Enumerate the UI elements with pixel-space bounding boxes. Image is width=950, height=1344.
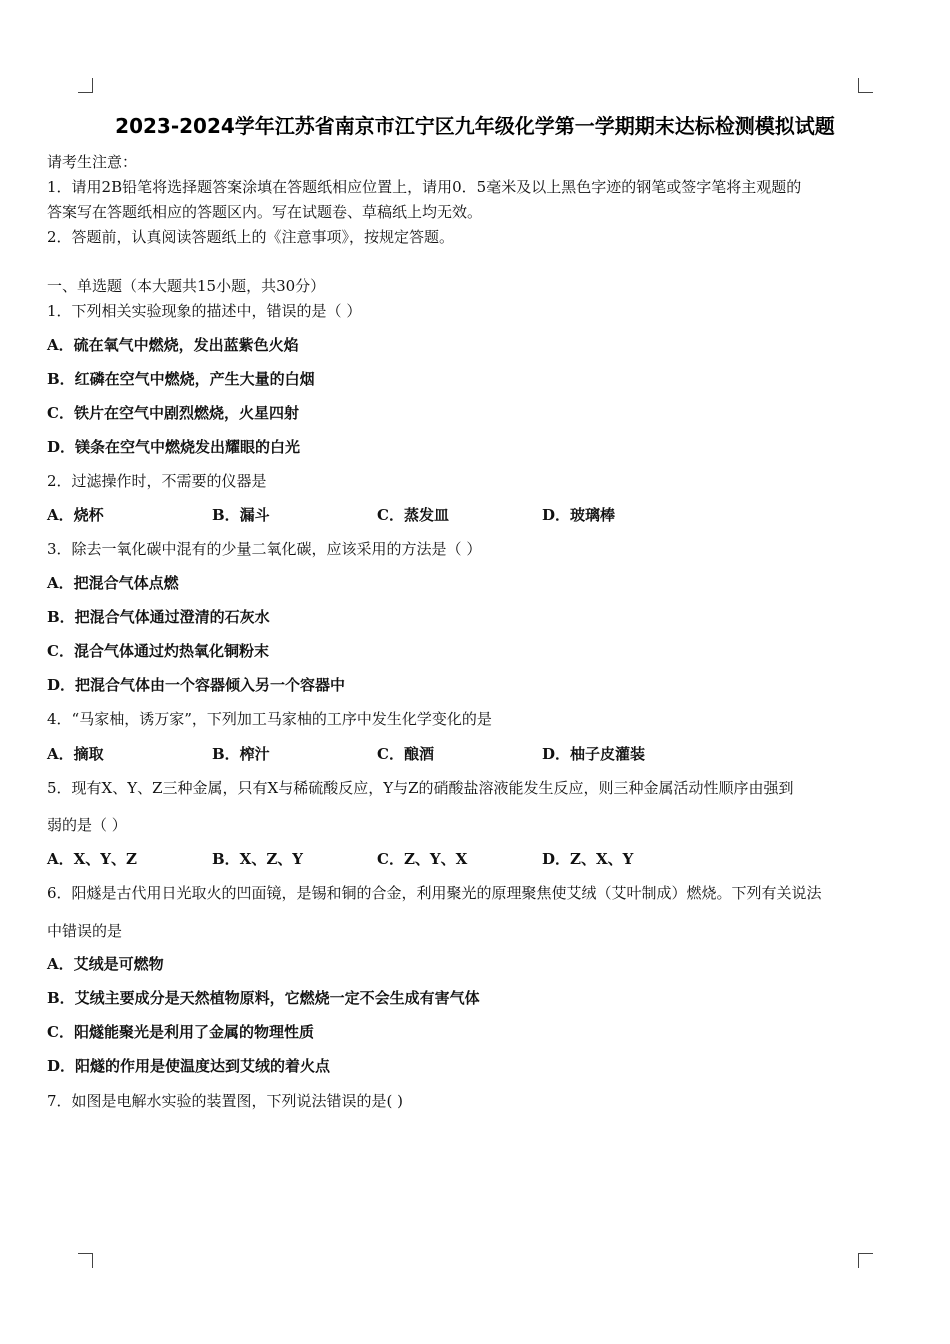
q4-option-b: B．榨汁	[212, 745, 270, 763]
section-heading: 一、单选题（本大题共15小题，共30分）	[47, 277, 326, 295]
q2-option-a: A．烧杯	[47, 506, 104, 524]
crop-mark-top-right	[858, 78, 873, 93]
notice-item-1b: 答案写在答题纸相应的答题区内。写在试题卷、草稿纸上均无效。	[47, 203, 483, 221]
q3-option-d: D．把混合气体由一个容器倾入另一个容器中	[47, 676, 346, 694]
q1-option-b: B．红磷在空气中燃烧，产生大量的白烟	[47, 370, 315, 388]
q1-option-a: A．硫在氧气中燃烧，发出蓝紫色火焰	[47, 336, 299, 354]
q5-option-a: A．X、Y、Z	[47, 850, 137, 868]
q4-option-d: D．柚子皮灌装	[542, 745, 646, 763]
q6-option-a: A．艾绒是可燃物	[47, 955, 164, 973]
page-title: 2023-2024学年江苏省南京市江宁区九年级化学第一学期期末达标检测模拟试题	[115, 114, 835, 138]
notice-item-2: 2．答题前，认真阅读答题纸上的《注意事项》，按规定答题。	[47, 228, 455, 246]
q3-option-b: B．把混合气体通过澄清的石灰水	[47, 608, 270, 626]
q4-stem: 4．“马家柚，诱万家”，下列加工马家柚的工序中发生化学变化的是	[47, 710, 492, 728]
q2-option-c: C．蒸发皿	[377, 506, 449, 524]
notice-heading: 请考生注意：	[47, 153, 138, 171]
q3-stem: 3．除去一氧化碳中混有的少量二氧化碳，应该采用的方法是（ ）	[47, 540, 482, 558]
q1-stem: 1．下列相关实验现象的描述中，错误的是（ ）	[47, 302, 362, 320]
q4-option-c: C．酿酒	[377, 745, 434, 763]
notice-item-1a: 1．请用2B铅笔将选择题答案涂填在答题纸相应位置上，请用0．5毫米及以上黑色字迹的钢笔或签字笔将主观题的	[47, 178, 802, 196]
q7-stem: 7．如图是电解水实验的装置图，下列说法错误的是( )	[47, 1092, 404, 1110]
crop-mark-top-left	[78, 78, 93, 93]
q6-stem-b: 中错误的是	[47, 922, 123, 940]
q5-option-d: D．Z、X、Y	[542, 850, 634, 868]
q5-stem-a: 5．现有X、Y、Z三种金属，只有X与稀硫酸反应，Y与Z的硝酸盐溶液能发生反应，则三种金属活动性顺序由强到	[47, 779, 794, 797]
q2-option-d: D．玻璃棒	[542, 506, 616, 524]
q1-option-d: D．镁条在空气中燃烧发出耀眼的白光	[47, 438, 301, 456]
crop-mark-bottom-right	[858, 1253, 873, 1268]
q3-option-c: C．混合气体通过灼热氧化铜粉末	[47, 642, 269, 660]
q6-option-d: D．阳燧的作用是使温度达到艾绒的着火点	[47, 1057, 331, 1075]
crop-mark-bottom-left	[78, 1253, 93, 1268]
q6-option-b: B．艾绒主要成分是天然植物原料，它燃烧一定不会生成有害气体	[47, 989, 480, 1007]
q2-option-b: B．漏斗	[212, 506, 270, 524]
q4-option-a: A．摘取	[47, 745, 104, 763]
q1-option-c: C．铁片在空气中剧烈燃烧，火星四射	[47, 404, 299, 422]
q3-option-a: A．把混合气体点燃	[47, 574, 179, 592]
q6-stem-a: 6．阳燧是古代用日光取火的凹面镜，是锡和铜的合金，利用聚光的原理聚焦使艾绒（艾叶制成）燃烧。下列有关说法	[47, 884, 822, 902]
q2-stem: 2．过滤操作时，不需要的仪器是	[47, 472, 267, 490]
q5-option-c: C．Z、Y、X	[377, 850, 468, 868]
q5-stem-b: 弱的是（ ）	[47, 816, 127, 834]
q5-option-b: B．X、Z、Y	[212, 850, 303, 868]
q6-option-c: C．阳燧能聚光是利用了金属的物理性质	[47, 1023, 314, 1041]
